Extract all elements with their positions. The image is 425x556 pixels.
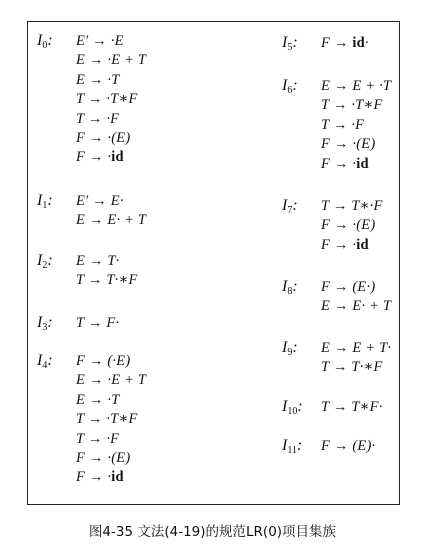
item-list (76, 314, 119, 333)
lr0-item: F → ·(E) (76, 449, 131, 466)
lr0-item: E → E + ·T (321, 78, 392, 94)
lr0-item: T → T∗·F (321, 198, 383, 214)
lr0-item: T → T·∗F (321, 359, 383, 376)
item-list (76, 252, 138, 291)
lr0-item: F → ·id (76, 149, 124, 166)
item-set-label: $I_6$: (282, 77, 298, 96)
lr0-item: F → ·(E) (321, 136, 376, 153)
lr0-item: E → E + T· (321, 340, 392, 356)
item-set-label: $I_{10}$: (282, 398, 303, 417)
item-set-label: $I_5$: (282, 34, 298, 53)
lr0-item: F → ·(E) (321, 217, 376, 234)
item-list (321, 437, 375, 456)
lr0-item: F → ·id (76, 469, 124, 486)
item-set-label: $I_8$: (282, 278, 298, 297)
lr0-item: T → ·T∗F (321, 97, 383, 114)
item-list (321, 197, 383, 255)
item-list (76, 192, 146, 231)
lr0-item: F → ·id (321, 155, 369, 172)
lr0-item: T → T∗F· (321, 399, 383, 415)
lr0-item: E′ → E· (76, 193, 124, 209)
lr0-item: E → ·E + T (76, 52, 147, 69)
lr0-item: F → (·E) (76, 353, 131, 369)
lr0-item: F → ·(E) (76, 129, 131, 146)
lr0-item: T → ·T∗F (76, 91, 138, 108)
lr0-item: F → ·id (321, 236, 369, 253)
lr0-item: E → ·E + T (76, 372, 147, 389)
lr0-item: E → ·T (76, 391, 120, 408)
item-list (321, 77, 391, 174)
item-set-label: $I_2$: (37, 252, 53, 271)
item-set-label: $I_7$: (282, 197, 298, 216)
lr0-item: T → F· (76, 315, 120, 331)
lr0-item: F → (E)· (321, 438, 376, 454)
item-list (76, 352, 146, 488)
figure-caption: 图4-35 文法(4-19)的规范LR(0)项目集族 (88, 524, 337, 540)
item-list (321, 398, 383, 417)
lr0-item: E → E· + T (321, 298, 392, 315)
item-list (321, 34, 369, 53)
item-set-label: $I_{11}$: (282, 437, 303, 456)
lr0-item: F → id· (321, 35, 369, 51)
lr0-item: E → T· (76, 253, 120, 269)
item-set-label: $I_3$: (37, 314, 53, 333)
lr0-item: T → ·F (321, 116, 365, 133)
lr0-item: T → ·F (76, 110, 120, 127)
item-list (321, 339, 391, 378)
lr0-item: E → E· + T (76, 212, 147, 229)
item-list (321, 278, 391, 317)
figure-frame (27, 21, 400, 505)
item-list (76, 32, 146, 168)
item-set-label: $I_1$: (37, 192, 53, 211)
lr0-item: F → (E·) (321, 279, 376, 295)
lr0-item: T → ·T∗F (76, 411, 138, 428)
lr0-item: E → ·T (76, 71, 120, 88)
item-set-label: $I_0$: (37, 32, 53, 51)
item-set-label: $I_4$: (37, 352, 53, 371)
item-set-label: $I_9$: (282, 339, 298, 358)
lr0-item: T → ·F (76, 430, 120, 447)
lr0-item: E′ → ·E (76, 33, 124, 49)
lr0-item: T → T·∗F (76, 272, 138, 289)
